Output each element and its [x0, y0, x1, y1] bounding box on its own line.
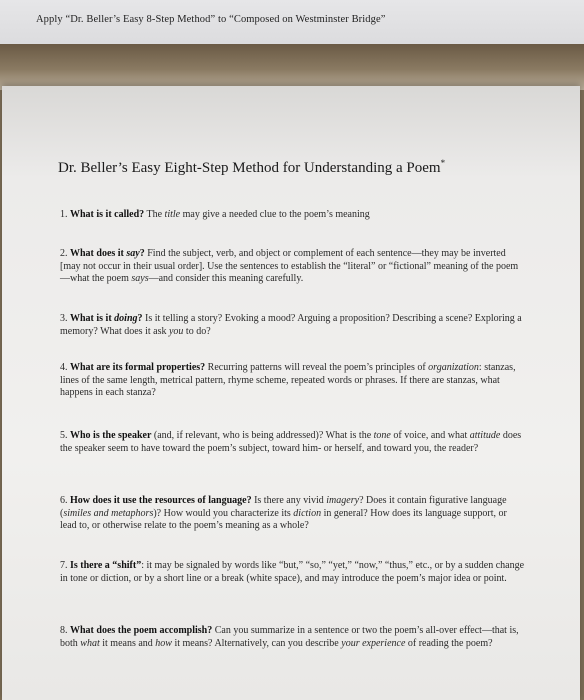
step-question: Is there a “shift” [70, 560, 142, 571]
step-body: Can you summarize in a sentence or two the poem’s all-over effect—that is, both what it means and how it means? Alternatively, can you describe your experience of reading the poem? [60, 625, 519, 649]
step-question: What does the poem accomplish? [70, 625, 213, 636]
step-number: 6. [60, 495, 68, 506]
step-4 [60, 362, 525, 400]
step-5 [60, 430, 525, 455]
step-question: What are its formal properties? [70, 362, 206, 373]
step-number: 5. [60, 430, 68, 441]
step-number: 8. [60, 625, 68, 636]
document-title [58, 158, 445, 177]
step-body: Find the subject, verb, and object or complement of each sentence—they may be inverted [may not occur in their usual order]. Use the sentences to establish the “literal” or “fictional” meaning of the poem—what the poem says—and consider this meaning carefully. [60, 248, 519, 284]
step-number: 4. [60, 362, 68, 373]
step-2 [60, 248, 525, 286]
step-number: 2. [60, 248, 68, 259]
document-title-text: Dr. Beller’s Easy Eight-Step Method for Understanding a Poem [58, 160, 441, 176]
step-question: What is it called? [70, 209, 145, 220]
step-number: 1. [60, 209, 68, 220]
step-body: The title may give a needed clue to the poem’s meaning [146, 209, 370, 220]
step-body: Is it telling a story? Evoking a mood? Arguing a proposition? Describing a scene? Exploring a memory? What does it ask you to do? [60, 313, 522, 337]
step-question: How does it use the resources of language? [70, 495, 252, 506]
step-body: Recurring patterns will reveal the poem’s principles of organization: stanzas, lines of the same length, metrical pattern, rhyme scheme, repeated words or phrases. If there are stanzas, what happens in each stanza? [60, 362, 516, 398]
title-footnote-mark: * [440, 158, 446, 168]
step-question: What is it doing? [70, 313, 143, 324]
step-body: : it may be signaled by words like “but,” “so,” “yet,” “now,” “thus,” etc., or by a sudden change in tone or diction, or by a short line or a break (white space), and may introduce the poem’s major idea or point. [60, 560, 525, 584]
step-3 [60, 313, 525, 338]
step-number: 3. [60, 313, 68, 324]
step-number: 7. [60, 560, 68, 571]
step-1 [60, 209, 525, 222]
step-question: Who is the speaker [70, 430, 152, 441]
step-6 [60, 495, 525, 533]
step-8 [60, 625, 525, 650]
step-7 [60, 560, 525, 585]
step-question: What does it say? [70, 248, 145, 259]
desk-background [0, 44, 584, 90]
assignment-title: Apply “Dr. Beller’s Easy 8-Step Method” to “Composed on Westminster Bridge” [36, 14, 386, 25]
step-body: (and, if relevant, who is being addressed)? What is the tone of voice, and what attitude does the speaker seem to have toward the poem’s subject, toward him- or herself, and toward you, the reader? [60, 430, 522, 454]
assignment-header [0, 0, 584, 45]
step-body: Is there any vivid imagery? Does it contain figurative language (similes and metaphors)? How would you characterize its diction in general? How does its language support, or lead to, or otherwise relate to the poem’s meaning as a whole? [60, 495, 507, 531]
